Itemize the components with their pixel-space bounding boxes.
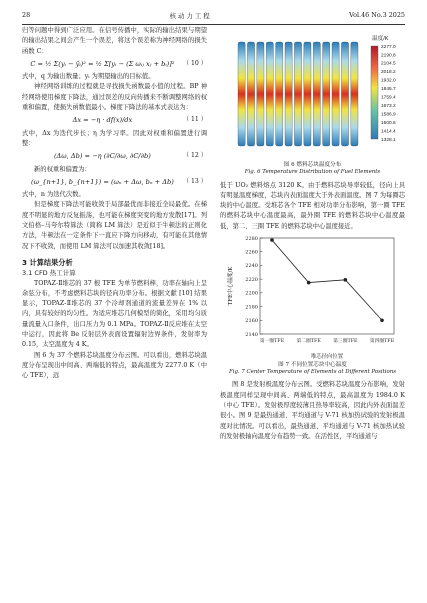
fuel-temperature-contour [220, 26, 405, 161]
paragraph: 式中，Δx 为迭代步长；η 为学习率。因此对权重和偏置进行调整： [22, 129, 207, 147]
y-tick-label: 2220 [245, 276, 258, 283]
legend-ticks [381, 44, 396, 143]
data-point [270, 238, 274, 242]
legend-tick-label: 1845.7 [381, 87, 396, 93]
equation-body: (ω_{n+1}, b_{n+1}) = (ωₙ + Δω, bₙ + Δb) [31, 177, 174, 186]
fuel-rod [285, 42, 292, 146]
fuel-rod [247, 42, 254, 146]
paragraph: 图 8 是发射极温度分布云图。受燃料芯块温度分布影响，发射极温度同样呈现中间高、两端低的特点，最高温度为 1984.0 K（中心 TFE）。发射极厚度较薄且热导率较高，因此内外表面温差很小。图 9 是最热通道、平均通道与 V-71 核加热试验的发射极温度对比情况。可以看出，最热通道、平均通道与 V-71 核加热试验的发射极轴向温度分布趋势一致。在活性区，平均通道与 [220, 381, 405, 440]
legend-tick-label: 2104.5 [381, 61, 396, 67]
y-tick-label: 2260 [245, 249, 258, 256]
equation-number: （ 10 ） [182, 59, 207, 67]
journal-name: 核 动 力 工 程 [169, 11, 210, 20]
legend-tick-label: 2190.8 [381, 53, 396, 59]
fuel-rod [294, 42, 301, 146]
series-line [272, 240, 382, 320]
equation-13 [22, 177, 207, 187]
fuel-rod [238, 42, 245, 146]
fuel-rod [266, 42, 273, 146]
paragraph: 神经网络训练的过程就是寻找损失函数最小值的过程。BP 神经网络使用梯度下降法，通过误差的反向传播来不断调整网络的权重和偏置，使损失函数值最小。梯度下降法的基本式表达为： [22, 83, 207, 112]
equation-body: C = ½ Σ(yᵢ − ŷᵢ)² = ½ Σ[yᵢ − (Σ ωᵢⱼ xⱼ + bᵢ)]² [30, 59, 175, 68]
paragraph: 但是梯度下降法可能收敛于局部最优而非接近全局最优。在梯度不明显的地方反复振荡，也可能在梯度突变的地方发散[17]。列文伯格–马夸尔特算法（简称 LM 算法）是近似于牛顿法的正则化方法，牛顿法在一定条件下一直应下降方向移动，有可能在其他情况下不收敛，而使用 LM 算法可以加速其收敛[18]。 [22, 201, 207, 250]
data-point [344, 278, 348, 282]
figure-7 [220, 234, 405, 361]
paragraph: 新的权重和偏置为： [34, 165, 91, 173]
plot-frame [260, 238, 394, 334]
y-tick-label: 2160 [245, 318, 258, 325]
legend-colorbar [371, 46, 378, 139]
legend-tick-label: 1500.6 [381, 120, 396, 126]
subsection-heading: 3.1 CFD 热工计算 [22, 269, 76, 278]
left-column [22, 26, 207, 382]
legend-tick-label: 1414.4 [381, 129, 396, 135]
paragraph: TOPAZ-Ⅱ堆芯的 37 根 TFE 为单节燃料棒，功率在轴向上呈余弦分布，不考虑燃料芯块的径向功率分布。根据文献 [10] 结果显示，TOPAZ-Ⅱ堆芯的 37 个冷却剂通道的流量差异在 1% 以内，具有较好的均匀性。为适应堆芯几何模型的简化，采用均匀质量流量入口条件，出口压力为 0.1 MPa。TOPAZ-Ⅱ反应堆在太空中运行，因此将 Be 反射层外表面设置辐射边界条件，发射率为 0.15，太空温度为 4 K。 [22, 279, 207, 349]
fuel-rod [323, 42, 330, 146]
paragraph: 低于 UO₂ 燃料熔点 3120 K。由于燃料芯块导率较低，径向上具有明显温度梯度，芯块内表面温度大于外表面温度。图 7 为每圈芯块的中心温度。受堆芯各个 TFE 相对功率分布影响，第一圈 TFE 的燃料芯块中心温度最高，最外圈 TFE 的燃料芯块中心温度最低，第二、三圈 TFE 的燃料芯块中心温度接近。 [220, 181, 405, 230]
figure-7-caption-en: Fig. 7 Center Temperature of Elements at Different Positions [229, 368, 396, 375]
y-axis-label: TFE中心温度/K [228, 266, 234, 306]
equation-body: (Δω, Δb) = −η (∂C/∂ω, ∂C/∂b) [53, 152, 151, 161]
fuel-rod [341, 42, 348, 146]
equation-12 [22, 151, 207, 161]
y-tick-label: 2200 [245, 290, 258, 297]
equation-number: （ 12 ） [182, 152, 207, 160]
fuel-rod [313, 42, 320, 146]
y-tick-label: 2140 [245, 331, 258, 338]
legend-tick-label: 2018.2 [381, 70, 396, 76]
center-temperature-chart [220, 234, 405, 361]
fuel-rod [304, 42, 311, 146]
paragraph: 归等问题中得到广泛应用。在信号传播中，实际的输出结果与期望的输出结果之间会产生一个误差，将这个误差称为神经网络的损失函数 C： [22, 27, 207, 55]
equation-number: （ 11 ） [182, 116, 207, 124]
y-tick-label: 2180 [245, 304, 258, 311]
fuel-rod [351, 42, 358, 146]
legend-tick-label: 2277.0 [381, 44, 396, 50]
x-axis-label: 堆芯径向位置 [310, 353, 344, 360]
equation-number: （ 13 ） [182, 177, 207, 185]
x-tick-label: 第三圈TFE [333, 338, 358, 344]
y-tick-label: 2240 [245, 263, 258, 270]
figure-6 [220, 26, 405, 161]
data-point [380, 318, 384, 322]
figure-6-caption-cn: 图 6 燃料芯块温度分布 [283, 162, 342, 168]
figure-7-caption-cn: 图 7 不同位置芯块中心温度 [278, 361, 347, 368]
x-ticks [260, 337, 395, 344]
legend-tick-label: 1932.0 [381, 78, 396, 84]
fuel-rod [332, 42, 339, 146]
data-points [270, 238, 384, 322]
fuel-rod [257, 42, 264, 146]
section-heading: 3 计算结果分析 [22, 257, 73, 267]
paragraph: 式中，q 为输出数量；yᵢ 为期望输出的目标值。 [22, 73, 155, 81]
fuel-rod-bundle [238, 42, 358, 146]
volume-info: Vol.46 No.3 2025 [349, 11, 405, 19]
equation-body: Δx = −η · df(x)/dx [72, 116, 133, 125]
x-tick-label: 第二圈TFE [296, 338, 321, 344]
y-tick-label: 2280 [245, 235, 258, 242]
x-tick-label: 第一圈TFE [259, 338, 285, 344]
right-column [220, 26, 405, 442]
legend-tick-label: 1759.4 [381, 95, 396, 101]
figure-6-caption-en: Fig. 6 Temperature Distribution of Fuel Elements [244, 169, 381, 175]
x-tick-label: 第四圈TFE [369, 338, 395, 344]
page-number: 28 [22, 11, 31, 19]
legend-title: 温度/K [372, 36, 389, 42]
equation-11 [22, 115, 207, 125]
fuel-rod [276, 42, 283, 146]
legend-tick-label: 1673.2 [381, 103, 396, 109]
paragraph: 式中，n 为迭代次数。 [22, 191, 85, 199]
running-header [22, 6, 405, 25]
legend-tick-label: 1328.1 [381, 137, 396, 143]
data-point [307, 281, 311, 285]
paragraph: 图 6 为 37 个燃料芯块温度分布云图。可以看出，燃料芯块温度分布呈现出中间高、两端低的特点，最高温度为 2277.0 K（中心 TFE），远 [22, 351, 207, 380]
equation-10 [22, 59, 207, 69]
legend-tick-label: 1586.9 [381, 112, 396, 118]
